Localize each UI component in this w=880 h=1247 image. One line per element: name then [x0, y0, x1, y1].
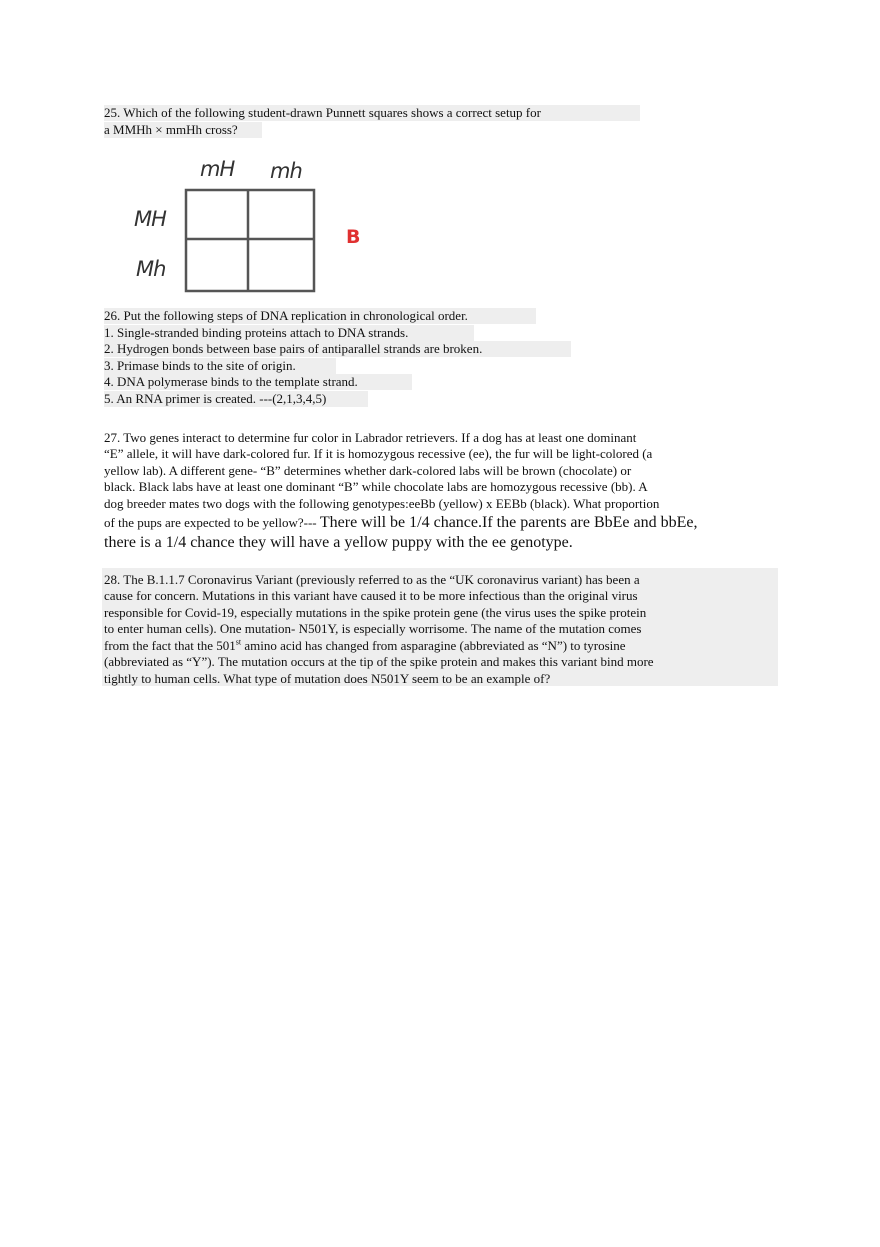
q27-line-5 [104, 496, 659, 512]
punnett-row-label-2: Mh [136, 257, 166, 281]
q28-text-cont: amino acid has changed from asparagine (abbreviated as “N”) to tyrosine [241, 638, 626, 653]
punnett-col-label-2: mh [270, 159, 302, 183]
q28-line-4 [104, 621, 641, 637]
q25-question-text: 25. Which of the following student-drawn Punnett squares shows a correct setup for [104, 105, 541, 120]
q25-text-line-2 [104, 122, 262, 138]
q27-line-4 [104, 479, 648, 495]
q28-text: (abbreviated as “Y”). The mutation occurs at the tip of the spike protein and makes this variant bind more [104, 654, 654, 669]
punnett-square-figure [130, 155, 390, 300]
q27-line-1 [104, 430, 636, 446]
q28-line-6 [104, 654, 654, 670]
q27-line-7 [104, 533, 573, 553]
q28-line-5 [104, 638, 626, 654]
q28-line-7 [104, 671, 550, 687]
punnett-col-label-1: mH [200, 157, 235, 181]
q27-line-3 [104, 463, 631, 479]
q27-text: dog breeder mates two dogs with the following genotypes:eeBb (yellow) x EEBb (black). What proportion [104, 496, 660, 511]
q27-student-answer-cont: there is a 1/4 chance they will have a yellow puppy with the ee genotype. [104, 534, 573, 551]
q26-step-2 [104, 341, 571, 357]
q27-line-6 [104, 513, 697, 533]
q26-step-text: 5. An RNA primer is created. ---(2,1,3,4,5) [104, 391, 327, 406]
q28-text: 28. The B.1.1.7 Coronavirus Variant (previously referred to as the “UK coronavirus variant) has been a [104, 572, 640, 587]
q26-step-text: 3. Primase binds to the site of origin. [104, 358, 296, 373]
q25-question-text-cont: a MMHh × mmHh cross? [104, 122, 238, 137]
q26-step-text: 2. Hydrogen bonds between base pairs of antiparallel strands are broken. [104, 341, 483, 356]
q26-step-text: 1. Single-stranded binding proteins attach to DNA strands. [104, 325, 409, 340]
punnett-answer-letter: B [346, 226, 361, 248]
q28-ordinal-suffix: st [235, 637, 242, 647]
q26-prompt-text: 26. Put the following steps of DNA replication in chronological order. [104, 308, 468, 323]
q26-step-3 [104, 358, 336, 374]
q28-text: from the fact that the 501 [104, 638, 236, 653]
q25-text-line-1 [104, 105, 640, 121]
q26-step-1 [104, 325, 474, 341]
punnett-row-label-1: MH [134, 207, 166, 231]
q27-question-end: of the pups are expected to be yellow?--- [104, 515, 320, 530]
q27-text: yellow lab). A different gene- “B” determines whether dark-colored labs will be brown (chocolate) or [104, 463, 632, 478]
punnett-outer-border [186, 190, 314, 291]
q28-text: cause for concern. Mutations in this variant have caused it to be more infectious than the original virus [104, 588, 638, 603]
q26-prompt [104, 308, 536, 324]
q27-line-2 [104, 446, 652, 462]
q27-text: “E” allele, it will have dark-colored fur. If it is homozygous recessive (ee), the fur will be light-colored (a [104, 446, 653, 461]
q26-step-4 [104, 374, 412, 390]
q28-line-3 [104, 605, 646, 621]
q28-line-1 [104, 572, 640, 588]
q28-text: responsible for Covid-19, especially mutations in the spike protein gene (the virus uses the spike protein [104, 605, 647, 620]
q26-step-text: 4. DNA polymerase binds to the template strand. [104, 374, 358, 389]
q27-text: black. Black labs have at least one dominant “B” while chocolate labs are homozygous recessive (bb). A [104, 479, 648, 494]
q28-question-text: tightly to human cells. What type of mutation does N501Y seem to be an example of? [104, 671, 551, 686]
q28-line-2 [104, 588, 638, 604]
q27-student-answer: There will be 1/4 chance.If the parents are BbEe and bbEe, [319, 514, 698, 531]
q28-text: to enter human cells). One mutation- N501Y, is especially worrisome. The name of the mutation comes [104, 621, 642, 636]
q26-step-5 [104, 391, 368, 407]
q27-text: 27. Two genes interact to determine fur color in Labrador retrievers. If a dog has at least one dominant [104, 430, 637, 445]
